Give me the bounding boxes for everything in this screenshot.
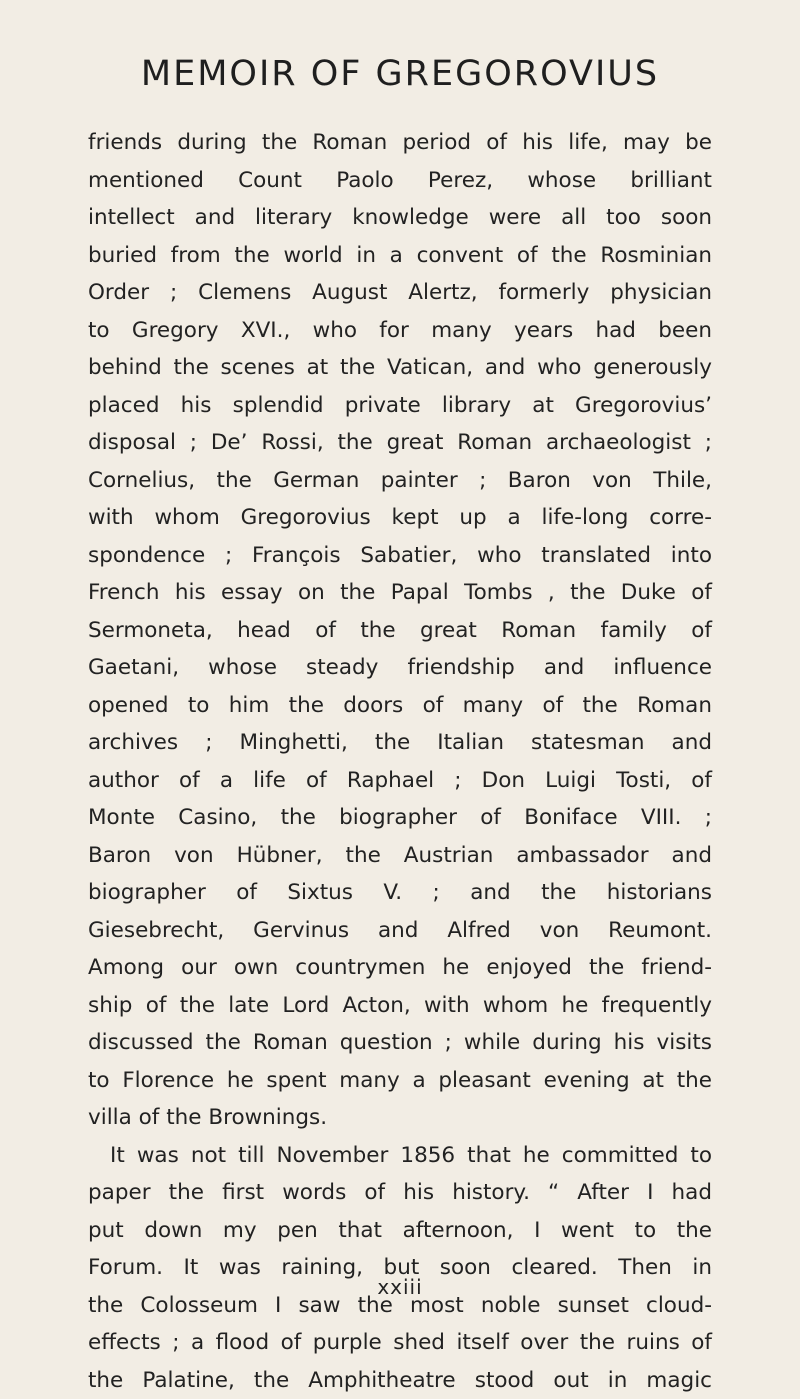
text-line: Among our own countrymen he enjoyed the friend- [88,949,712,987]
text-line: Baron von Hübner, the Austrian ambassador and [88,837,712,875]
text-line: disposal ; De’ Rossi, the great Roman archaeologist ; [88,424,712,462]
text-line: buried from the world in a convent of the Rosminian [88,237,712,275]
text-line: placed his splendid private library at Gregorovius’ [88,387,712,425]
text-line: friends during the Roman period of his life, may be [88,124,712,162]
text-line: ship of the late Lord Acton, with whom he frequently [88,987,712,1025]
body-text [88,124,712,1399]
text-line: mentioned Count Paolo Perez, whose brilliant [88,162,712,200]
text-line: effects ; a flood of purple shed itself over the ruins of [88,1324,712,1362]
text-line: the Colosseum I saw the most noble sunset cloud- [88,1287,712,1325]
text-line: opened to him the doors of many of the Roman [88,687,712,725]
text-line: spondence ; François Sabatier, who translated into [88,537,712,575]
text-line: behind the scenes at the Vatican, and who generously [88,349,712,387]
text-line: French his essay on the Papal Tombs , the Duke of [88,574,712,612]
text-line: discussed the Roman question ; while during his visits [88,1024,712,1062]
text-line: Forum. It was raining, but soon cleared. Then in [88,1249,712,1287]
text-line: Sermoneta, head of the great Roman family of [88,612,712,650]
text-line: paper the first words of his history. “ After I had [88,1174,712,1212]
text-line: with whom Gregorovius kept up a life-long corre- [88,499,712,537]
text-line: intellect and literary knowledge were all too soon [88,199,712,237]
text-line: Monte Casino, the biographer of Boniface VIII. ; [88,799,712,837]
text-line: biographer of Sixtus V. ; and the historians [88,874,712,912]
text-line-paragraph-start: It was not till November 1856 that he committed to [88,1137,712,1175]
page-number: xxiii [0,1275,800,1299]
text-line: the Palatine, the Amphitheatre stood out in magic [88,1362,712,1399]
text-line: archives ; Minghetti, the Italian statesman and [88,724,712,762]
text-line: put down my pen that afternoon, I went to the [88,1212,712,1250]
text-line: Giesebrecht, Gervinus and Alfred von Reumont. [88,912,712,950]
text-line: to Florence he spent many a pleasant evening at the [88,1062,712,1100]
running-header: MEMOIR OF GREGOROVIUS [0,54,800,94]
text-line: Cornelius, the German painter ; Baron von Thile, [88,462,712,500]
text-line: author of a life of Raphael ; Don Luigi Tosti, of [88,762,712,800]
text-line: Order ; Clemens August Alertz, formerly physician [88,274,712,312]
text-line-paragraph-end: villa of the Brownings. [88,1099,712,1137]
text-line: to Gregory XVI., who for many years had been [88,312,712,350]
text-line: Gaetani, whose steady friendship and influence [88,649,712,687]
